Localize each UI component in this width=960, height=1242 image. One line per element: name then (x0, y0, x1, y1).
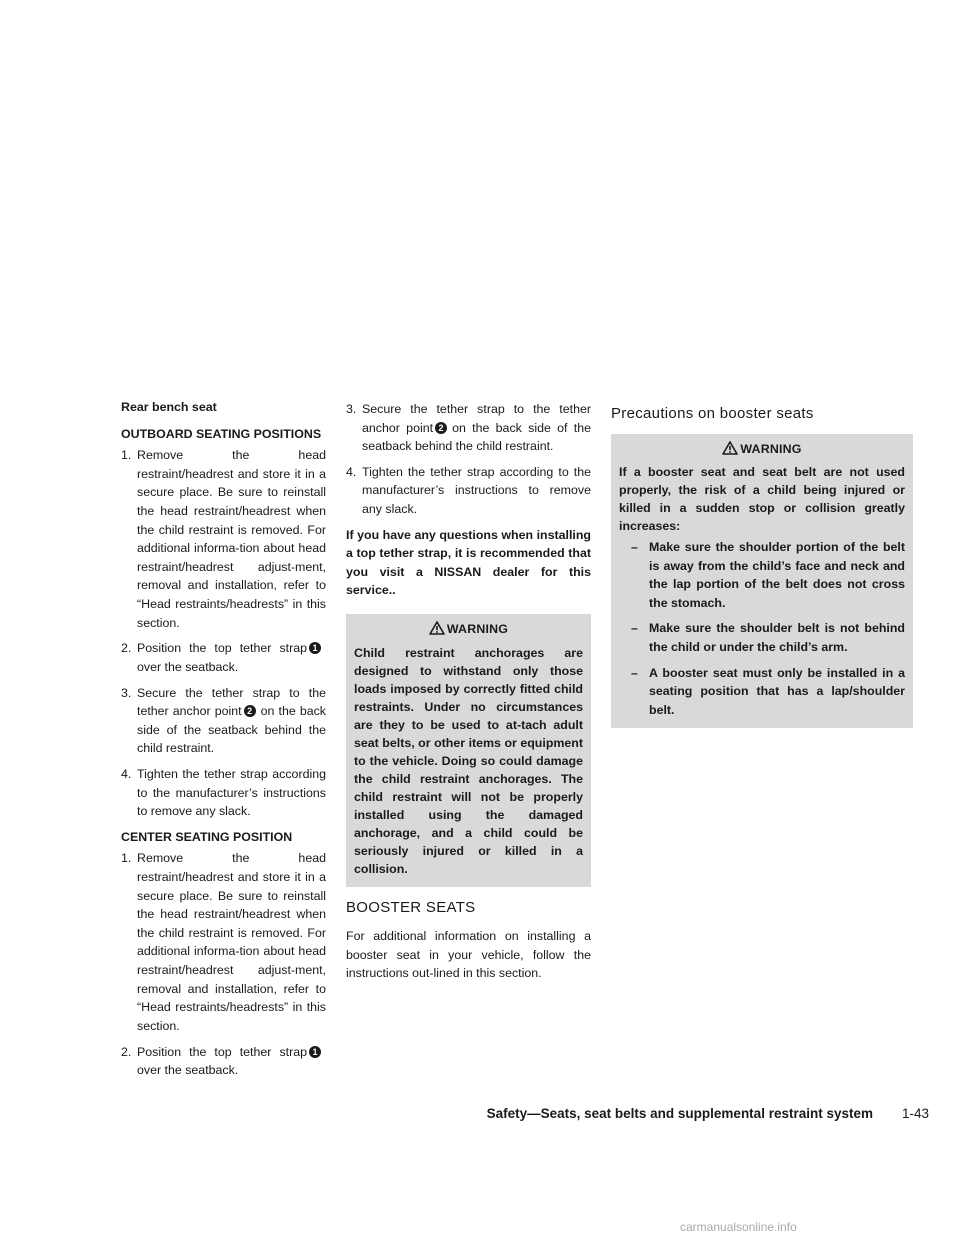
list-item: 1. Remove the head restraint/headrest and store it in a secure place. Be sure to reinstall the head restraint/headrest when the child restraint is removed. For additional informa-tion about head restraint/headrest adjust-ment, removal and installation, refer to “Head restraints/headrests” in this section. (121, 851, 326, 1033)
booster-seats-heading: BOOSTER SEATS (346, 898, 476, 916)
list-item: – Make sure the shoulder portion of the belt is away from the child’s face and neck and the lap portion of the belt does not cross the stomach. (631, 540, 905, 610)
list-item: 4. Tighten the tether strap according to the manufacturer’s instructions to remove any slack. (346, 464, 591, 517)
warning-list (619, 538, 905, 719)
list-item: 3. Secure the tether strap to the tether anchor point 2 on the back side of the seatback behind the child restraint. (346, 402, 592, 454)
list-item: 2. Position the top tether strap 1over the seatback. (121, 1043, 326, 1080)
dealer-note: If you have any questions when installing a top tether strap, it is recommended that you visit a NISSAN dealer for this service.. (346, 527, 591, 598)
column-middle (346, 400, 591, 983)
list-item: 1. Remove the head restraint/headrest and store it in a secure place. Be sure to reinstall the head restraint/headrest when the child restraint is removed. For additional informa-tion about head restraint/headrest adjust-ment, removal and installation, refer to “Head restraints/headrests” in this section. (121, 448, 326, 630)
list-item: 2. Position the top tether strap 1over the seatback. (121, 639, 326, 676)
precautions-heading: Precautions on booster seats (611, 405, 814, 422)
warning-icon (429, 621, 445, 635)
callout-marker: 1 (309, 642, 321, 654)
column-right (611, 403, 913, 738)
list-item: 3. Secure the tether strap to the tether anchor point 2 on the back side of the seatback behind the child restraint. (121, 685, 326, 756)
warning-box (346, 614, 591, 886)
warning-header: WARNING (619, 440, 905, 459)
warning-header: WARNING (354, 620, 583, 639)
list-item: – Make sure the shoulder belt is not behind the child or under the child’s arm. (631, 621, 905, 655)
page-number: 1-43 (901, 1106, 929, 1121)
rear-bench-title: Rear bench seat (121, 400, 217, 414)
callout-marker: 1 (309, 1046, 321, 1058)
continued-steps (346, 400, 591, 519)
list-item: – A booster seat must only be installed in a seating position that has a lap/shoulder belt. (631, 665, 905, 717)
warning-text: Child restraint anchorages are designed to withstand only those loads imposed by correctly fitted child restraints. Under no circumstances are they to be used to at-tach adult seat belts, or other items or equipment to the vehicle. Doing so could damage the child restraint anchorages. The child restraint will not be properly installed using the damaged anchorage, and a child could be seriously injured or killed in a collision. (354, 645, 583, 876)
warning-intro: If a booster seat and seat belt are not used properly, the risk of a child being injured or killed in a sudden stop or collision greatly increases: (619, 465, 905, 534)
center-heading: CENTER SEATING POSITION (121, 829, 293, 844)
watermark-text: carmanualsonline.info (680, 1220, 797, 1234)
center-steps (121, 849, 326, 1079)
callout-marker: 2 (435, 422, 447, 434)
outboard-heading: OUTBOARD SEATING POSITIONS (121, 426, 322, 441)
warning-box (611, 434, 913, 728)
list-item: 4. Tighten the tether strap according to the manufacturer’s instructions to remove any slack. (121, 766, 326, 819)
booster-seats-text: For additional information on installing a booster seat in your vehicle, follow the instructions out-lined in this section. (346, 929, 591, 981)
warning-icon (722, 441, 738, 455)
footer-title: Safety—Seats, seat belts and supplemental restraint system (486, 1106, 873, 1121)
column-left (121, 398, 326, 1087)
outboard-steps (121, 446, 326, 821)
callout-marker: 2 (244, 705, 256, 717)
